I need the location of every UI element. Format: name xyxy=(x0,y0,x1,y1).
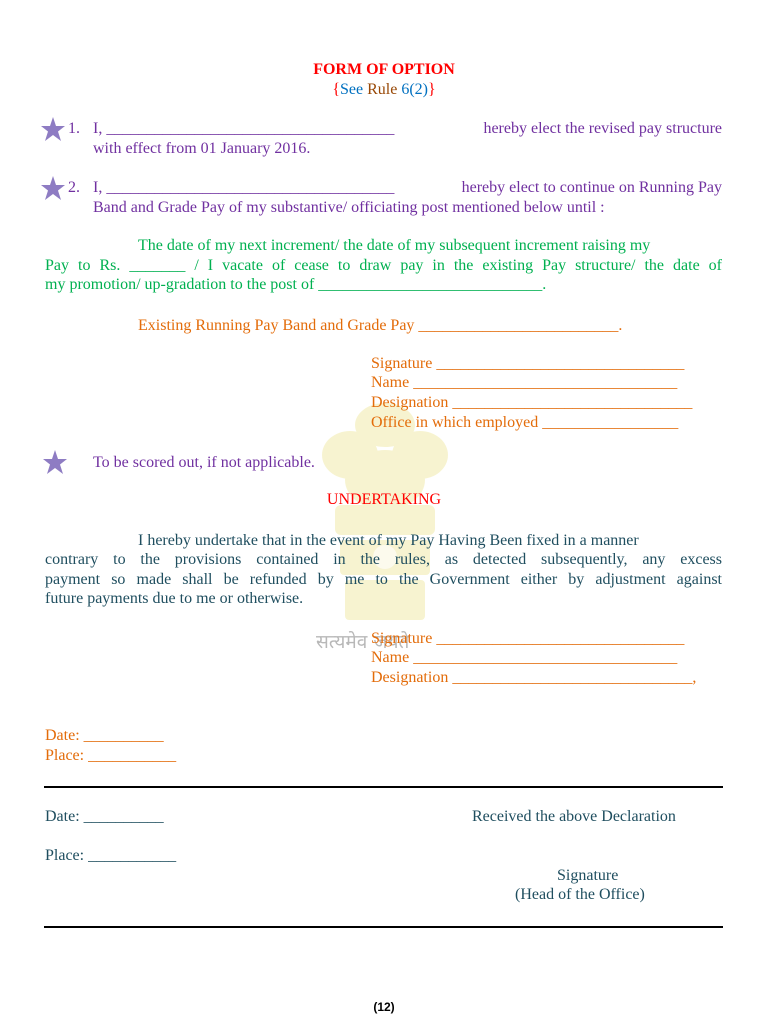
office-date-field: Date: __________ xyxy=(45,808,164,825)
undertaking-line-4: future payments due to me or otherwise. xyxy=(45,590,304,607)
subtitle-see: See xyxy=(340,81,364,98)
undertaking-designation-field: Designation ______________________________, xyxy=(371,669,697,686)
subtitle-rule-number: 6(2) xyxy=(401,81,428,98)
star-icon xyxy=(40,175,66,201)
undertaking-line-3: payment so made shall be refunded by me to the Government either by adjustment against xyxy=(45,571,722,588)
undertaking-line-1: I hereby undertake that in the event of my Pay Having Been fixed in a manner xyxy=(138,532,639,549)
divider-top xyxy=(44,786,723,788)
option-1-number: 1. xyxy=(68,120,80,137)
existing-pay-band: Existing Running Pay Band and Grade Pay _________________________. xyxy=(138,317,623,334)
name-field: Name _________________________________ xyxy=(371,374,678,391)
watermark-motto: सत्यमेव जयते xyxy=(316,631,410,653)
divider-bottom xyxy=(44,926,723,928)
brace-close: } xyxy=(427,81,436,98)
received-declaration: Received the above Declaration xyxy=(472,808,676,825)
head-signature-label: Signature xyxy=(557,867,619,884)
increment-line-1: The date of my next increment/ the date of my subsequent increment raising my xyxy=(138,237,651,254)
option-1-text: hereby elect the revised pay structure xyxy=(483,120,722,137)
scored-out-note: To be scored out, if not applicable. xyxy=(93,454,315,471)
option-2-blank: I, ____________________________________ xyxy=(93,179,395,196)
subtitle-rule: Rule xyxy=(363,81,402,98)
star-icon xyxy=(42,449,68,475)
option-2-number: 2. xyxy=(68,179,80,196)
star-icon xyxy=(40,116,66,142)
undertaking-signature-field: Signature _______________________________ xyxy=(371,630,685,647)
option-1-blank: I, ____________________________________ xyxy=(93,120,395,137)
place-field: Place: ___________ xyxy=(45,747,177,764)
head-of-office-label: (Head of the Office) xyxy=(515,886,645,903)
undertaking-line-2: contrary to the provisions contained in the rules, as detected subsequently, any excess xyxy=(45,551,722,568)
undertaking-title: UNDERTAKING xyxy=(326,491,442,508)
signature-field: Signature _______________________________ xyxy=(371,355,685,372)
form-subtitle xyxy=(0,81,768,99)
form-title: FORM OF OPTION xyxy=(313,61,455,78)
office-place-field: Place: ___________ xyxy=(45,847,177,864)
designation-field: Designation ______________________________ xyxy=(371,394,693,411)
option-2-text: hereby elect to continue on Running Pay xyxy=(461,179,722,196)
option-1-line-2: with effect from 01 January 2016. xyxy=(93,140,311,157)
page-number: (12) xyxy=(373,1000,395,1014)
increment-line-3: my promotion/ up-gradation to the post of ____________________________. xyxy=(45,276,547,293)
increment-line-2: Pay to Rs. _______ / I vacate of cease to draw pay in the existing Pay structure/ the date of xyxy=(45,257,722,274)
date-field: Date: __________ xyxy=(45,727,164,744)
office-field: Office in which employed _________________ xyxy=(371,414,679,431)
option-2-line-2: Band and Grade Pay of my substantive/ officiating post mentioned below until : xyxy=(93,199,605,216)
undertaking-name-field: Name _________________________________ xyxy=(371,649,678,666)
brace-open: { xyxy=(332,81,340,98)
